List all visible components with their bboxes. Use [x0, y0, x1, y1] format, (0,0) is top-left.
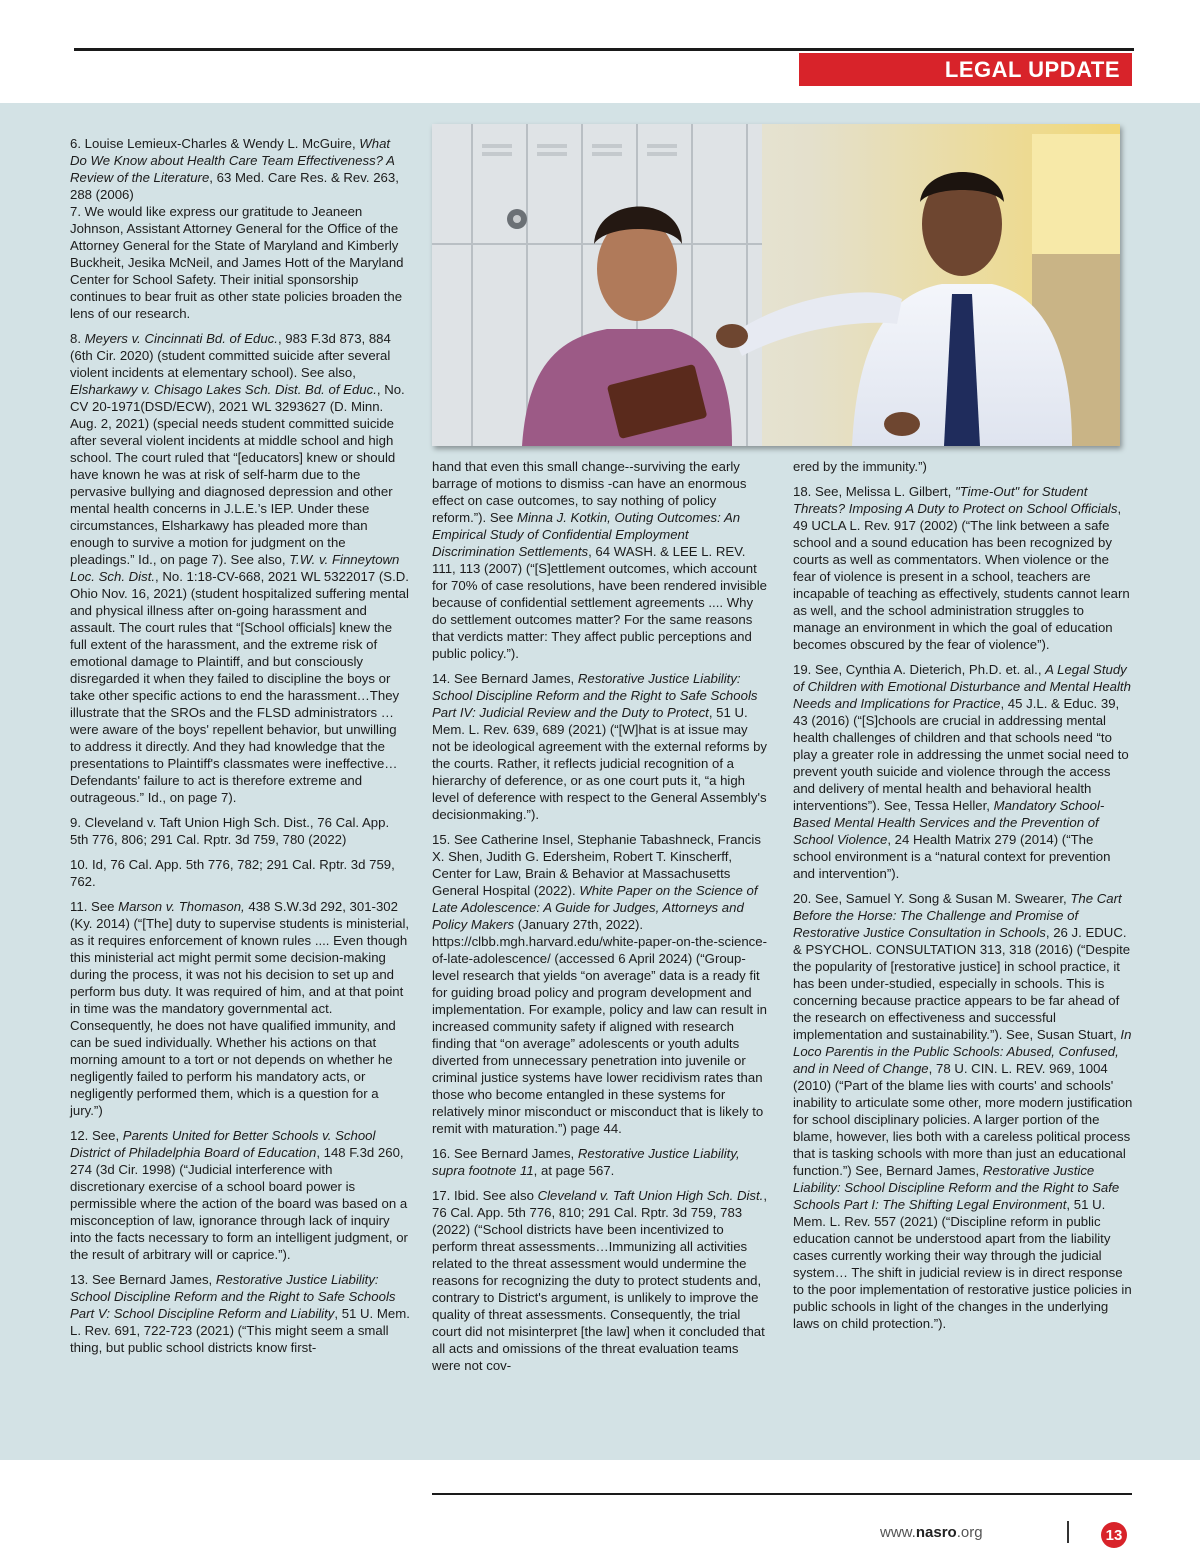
footnote-14: 14. See Bernard James, Restorative Justice Liability: School Discipline Reform and the Right to Safe Schools Part IV: Judicial Review and the Duty to Protect, 51 U. Mem. L. Rev. 639, 689 (2021) (“[W]hat is at issue may not be ideological agreement with the external reforms by the courts. Rather, it reflects judicial recognition of a hierarchy of deference, or as one court puts it, “a high level of deference with respect to the General Assembly's decisionmaking.”).	[432, 671, 767, 822]
footer-divider	[1067, 1521, 1069, 1543]
footnote-16: 16. See Bernard James, Restorative Justice Liability, supra footnote 11, at page 567.	[432, 1146, 740, 1178]
url-prefix: www.	[880, 1524, 916, 1541]
footnote-13: 13. See Bernard James, Restorative Justice Liability: School Discipline Reform and the Right to Safe Schools Part V: School Discipline Reform and Liability, 51 U. Mem. L. Rev. 691, 722-723 (2021) (“This might seem a small thing, but public school districts know first-	[70, 1272, 410, 1355]
footnote-13-cont: hand that even this small change--surviving the early barrage of motions to dismiss -can have an enormous effect on case outcomes, to say nothing of policy reform.”). See Minna J. Kotkin, Outing Outcomes: An Empirical Study of Confidential Employment Discrimination Settlements, 64 WASH. & LEE L. REV. 111, 113 (2007) (“[S]ettlement outcomes, which account for 70% of case resolutions, have been rendered invisible because of confidential settlement agreements .... Why do settlement outcomes matter? For the same reasons that verdicts matter: They affect public perceptions and public policy.”).	[432, 459, 768, 661]
footnote-17: 17. Ibid. See also Cleveland v. Taft Union High Sch. Dist., 76 Cal. App. 5th 776, 810; 291 Cal. Rptr. 3d 759, 783 (2022) (“School districts have been incentivized to perform threat assessments…Immunizing all activities related to the threat assessment would undermine the reasons for recognizing the duty to protect students and, contrary to District's argument, is unlikely to improve the quality of threat assessments. Consequently, the trial court did not misinterpret [the law] when it concluded that all acts and omissions of the threat evaluation teams were not cov-	[432, 1188, 768, 1373]
photo-illustration	[432, 124, 1120, 446]
footnote-18: 18. See, Melissa L. Gilbert, "Time-Out" for Student Threats? Imposing A Duty to Protect on School Officials, 49 UCLA L. Rev. 917 (2002) (“The link between a safe school and a sound education has been recognized by courts as well as commentators. When violence or the fear of violence is present in a school, teachers are incapable of teaching as effectively, students cannot learn as well, and the school administration struggles to manage an environment in which the goal of education becomes obscured by the fear of violence”).	[793, 484, 1130, 652]
footer-rule	[432, 1493, 1132, 1495]
page-number: 13	[1105, 1526, 1123, 1544]
footnote-11: 11. See Marson v. Thomason, 438 S.W.3d 292, 301-302 (Ky. 2014) (“[The] duty to supervise students is ministerial, as it requires enforcement of known rules .... Even though this ministerial act might permit some decision-making during the process, it was not his decision to set up and perform bus duty. It was required of him, and at that point in time was the mandatory governmental act. Consequently, he does not have qualified immunity, and can be sued individually. Whether his actions on that morning amount to a tort or not depends on whether he negligently failed to perform his mandatory acts, or negligently performed them, which is a question for a jury.”)	[70, 899, 410, 1118]
header-rule	[74, 48, 1134, 51]
section-tab	[799, 53, 1132, 86]
footnote-20: 20. See, Samuel Y. Song & Susan M. Swearer, The Cart Before the Horse: The Challenge and Promise of Restorative Justice Consultation in Schools, 26 J. EDUC. & PSYCHOL. CONSULTATION 313, 318 (2016) (“Despite the popularity of [restorative justice] in school practice, it has been under-studied, especially in schools. This is concerning because practice appears to be far ahead of the research on effectiveness and successful implementation and sustainability.”). See, Susan Stuart, In Loco Parentis in the Public Schools: Abused, Confused, and in Need of Change, 78 U. CIN. L. REV. 969, 1004 (2010) (“Part of the blame lies with courts' and schools' inability to articulate some other, more modern justification for school disciplinary policies. A larger portion of the blame, however, lies both with a careless political process that is tasking schools with more than just an educational function.”) See, Bernard James, Restorative Justice Liability: School Discipline Reform and the Right to Safe Schools Part I: The Shifting Legal Environment, 51 U. Mem. L. Rev. 557 (2021) (“Discipline reform in public education cannot be understood apart from the liability cases currently working their way through the judicial system… The shift in judicial review is in direct response to the poor implementation of restorative justice policies in public schools in light of the changes in the underlying laws on child protection.”).	[793, 891, 1133, 1331]
hallway-photo	[432, 124, 1120, 446]
footnote-10: 10. Id, 76 Cal. App. 5th 776, 782; 291 Cal. Rptr. 3d 759, 762.	[70, 857, 395, 889]
url-suffix: .org	[956, 1524, 983, 1541]
footer-url[interactable]	[880, 1524, 983, 1541]
footnote-15: 15. See Catherine Insel, Stephanie Tabashneck, Francis X. Shen, Judith G. Edersheim, Robert T. Kinscherff, Center for Law, Brain & Behavior at Massachusetts General Hospital (2022). White Paper on the Science of Late Adolescence: A Guide for Judges, Attorneys and Policy Makers (January 27th, 2022). https://clbb.mgh.harvard.edu/white-paper-on-the-science-of-late-adolescence/ (accessed 6 April 2024) (“Group-level research that yields “on average” data is a ready fit for guiding broad policy and program development and implementation. For example, policy and law can result in increased community safety if aligned with research finding that “on average” adolescents or youth adults diverted from unnecessary penetration into juvenile or criminal justice systems have lower recidivism rates than those who become entangled in these systems for relatively minor misconduct or misconduct that is likely to remit with maturation.”) page 44.	[432, 832, 767, 1136]
footnote-8: 8. Meyers v. Cincinnati Bd. of Educ., 983 F.3d 873, 884 (6th Cir. 2020) (student committed suicide after several violent incidents at elementary school). See also, Elsharkawy v. Chisago Lakes Sch. Dist. Bd. of Educ., No. CV 20-1971(DSD/ECW), 2021 WL 3293627 (D. Minn. Aug. 2, 2021) (special needs student committed suicide after several violent incidents at middle school and high school. The court ruled that “[educators] knew or should have known he was at risk of self-harm due to the pervasive bullying and diagnosed depression and other mental health concerns in J.L.E.’s IEP. Under these circumstances, Elsharkawy has pleaded more than enough to survive a motion for judgment on the pleadings.” Id., on page 7). See also, T.W. v. Finneytown Loc. Sch. Dist., No. 1:18-CV-668, 2021 WL 5322017 (S.D. Ohio Nov. 16, 2021) (student hospitalized suffering mental and physical illness after on-going harassment and assault. The court rules that “[School officials] knew the full extent of the harassment, and the extreme risk of emotional damage to Plaintiff, and but consciously disregarded it when they failed to discipline the boys or take other specific actions to end the harassment…They illustrate that the SROs and the FLSD administrators … were aware of the boys' repellent behavior, but unwilling to address it directly. And they had knowledge that the presentations to Plaintiff's classmates were ineffective…Defendants' failure to act is therefore extreme and outrageous.” Id., on page 7).	[70, 331, 409, 805]
footnote-19: 19. See, Cynthia A. Dieterich, Ph.D. et. al., A Legal Study of Children with Emotional Disturbance and Mental Health Needs and Implications for Practice, 45 J.L. & Educ. 39, 43 (2016) (“[S]chools are crucial in addressing mental health challenges of children and that schools need “to play a greater role in addressing the unmet social need to prevent youth suicide and violence through the access and delivery of mental health and behavioral health interventions”). See, Tessa Heller, Mandatory School-Based Mental Health Services and the Prevention of School Violence, 24 Health Matrix 279 (2014) (“The school environment is a “natural context for prevention and intervention”).	[793, 662, 1131, 881]
column-left	[70, 135, 410, 1364]
footnote-9: 9. Cleveland v. Taft Union High Sch. Dist., 76 Cal. App. 5th 776, 806; 291 Cal. Rptr. 3d 759, 780 (2022)	[70, 815, 390, 847]
section-label: LEGAL UPDATE	[944, 56, 1120, 82]
footnote-6-7: 6. Louise Lemieux-Charles & Wendy L. McGuire, What Do We Know about Health Care Team Effectiveness? A Review of the Literature, 63 Med. Care Res. & Rev. 263, 288 (2006) 7. We would like express our gratitude to Jeaneen Johnson, Assistant Attorney General for the Office of the Attorney General for the State of Maryland and Kimberly Buckheit, Jesika McNeil, and James Hott of the Maryland Center for School Safety. Their initial sponsorship continues to bear fruit as other state policies broaden the lens of our research.	[70, 136, 404, 321]
column-right	[793, 458, 1133, 1340]
footnote-12: 12. See, Parents United for Better Schools v. School District of Philadelphia Board of Education, 148 F.3d 260, 274 (3d Cir. 1998) (“Judicial interference with discretionary exercise of a school board power is permissible where the action of the board was based on a misconception of law, ignorance through lack of inquiry into the facts necessary to form an intelligent judgment, or the result of arbitrary will or caprice.”).	[70, 1128, 408, 1262]
page-number-badge	[1101, 1522, 1127, 1548]
footnote-17-cont: ered by the immunity.”)	[793, 459, 927, 474]
column-middle	[432, 458, 768, 1382]
url-brand: nasro	[915, 1524, 957, 1541]
